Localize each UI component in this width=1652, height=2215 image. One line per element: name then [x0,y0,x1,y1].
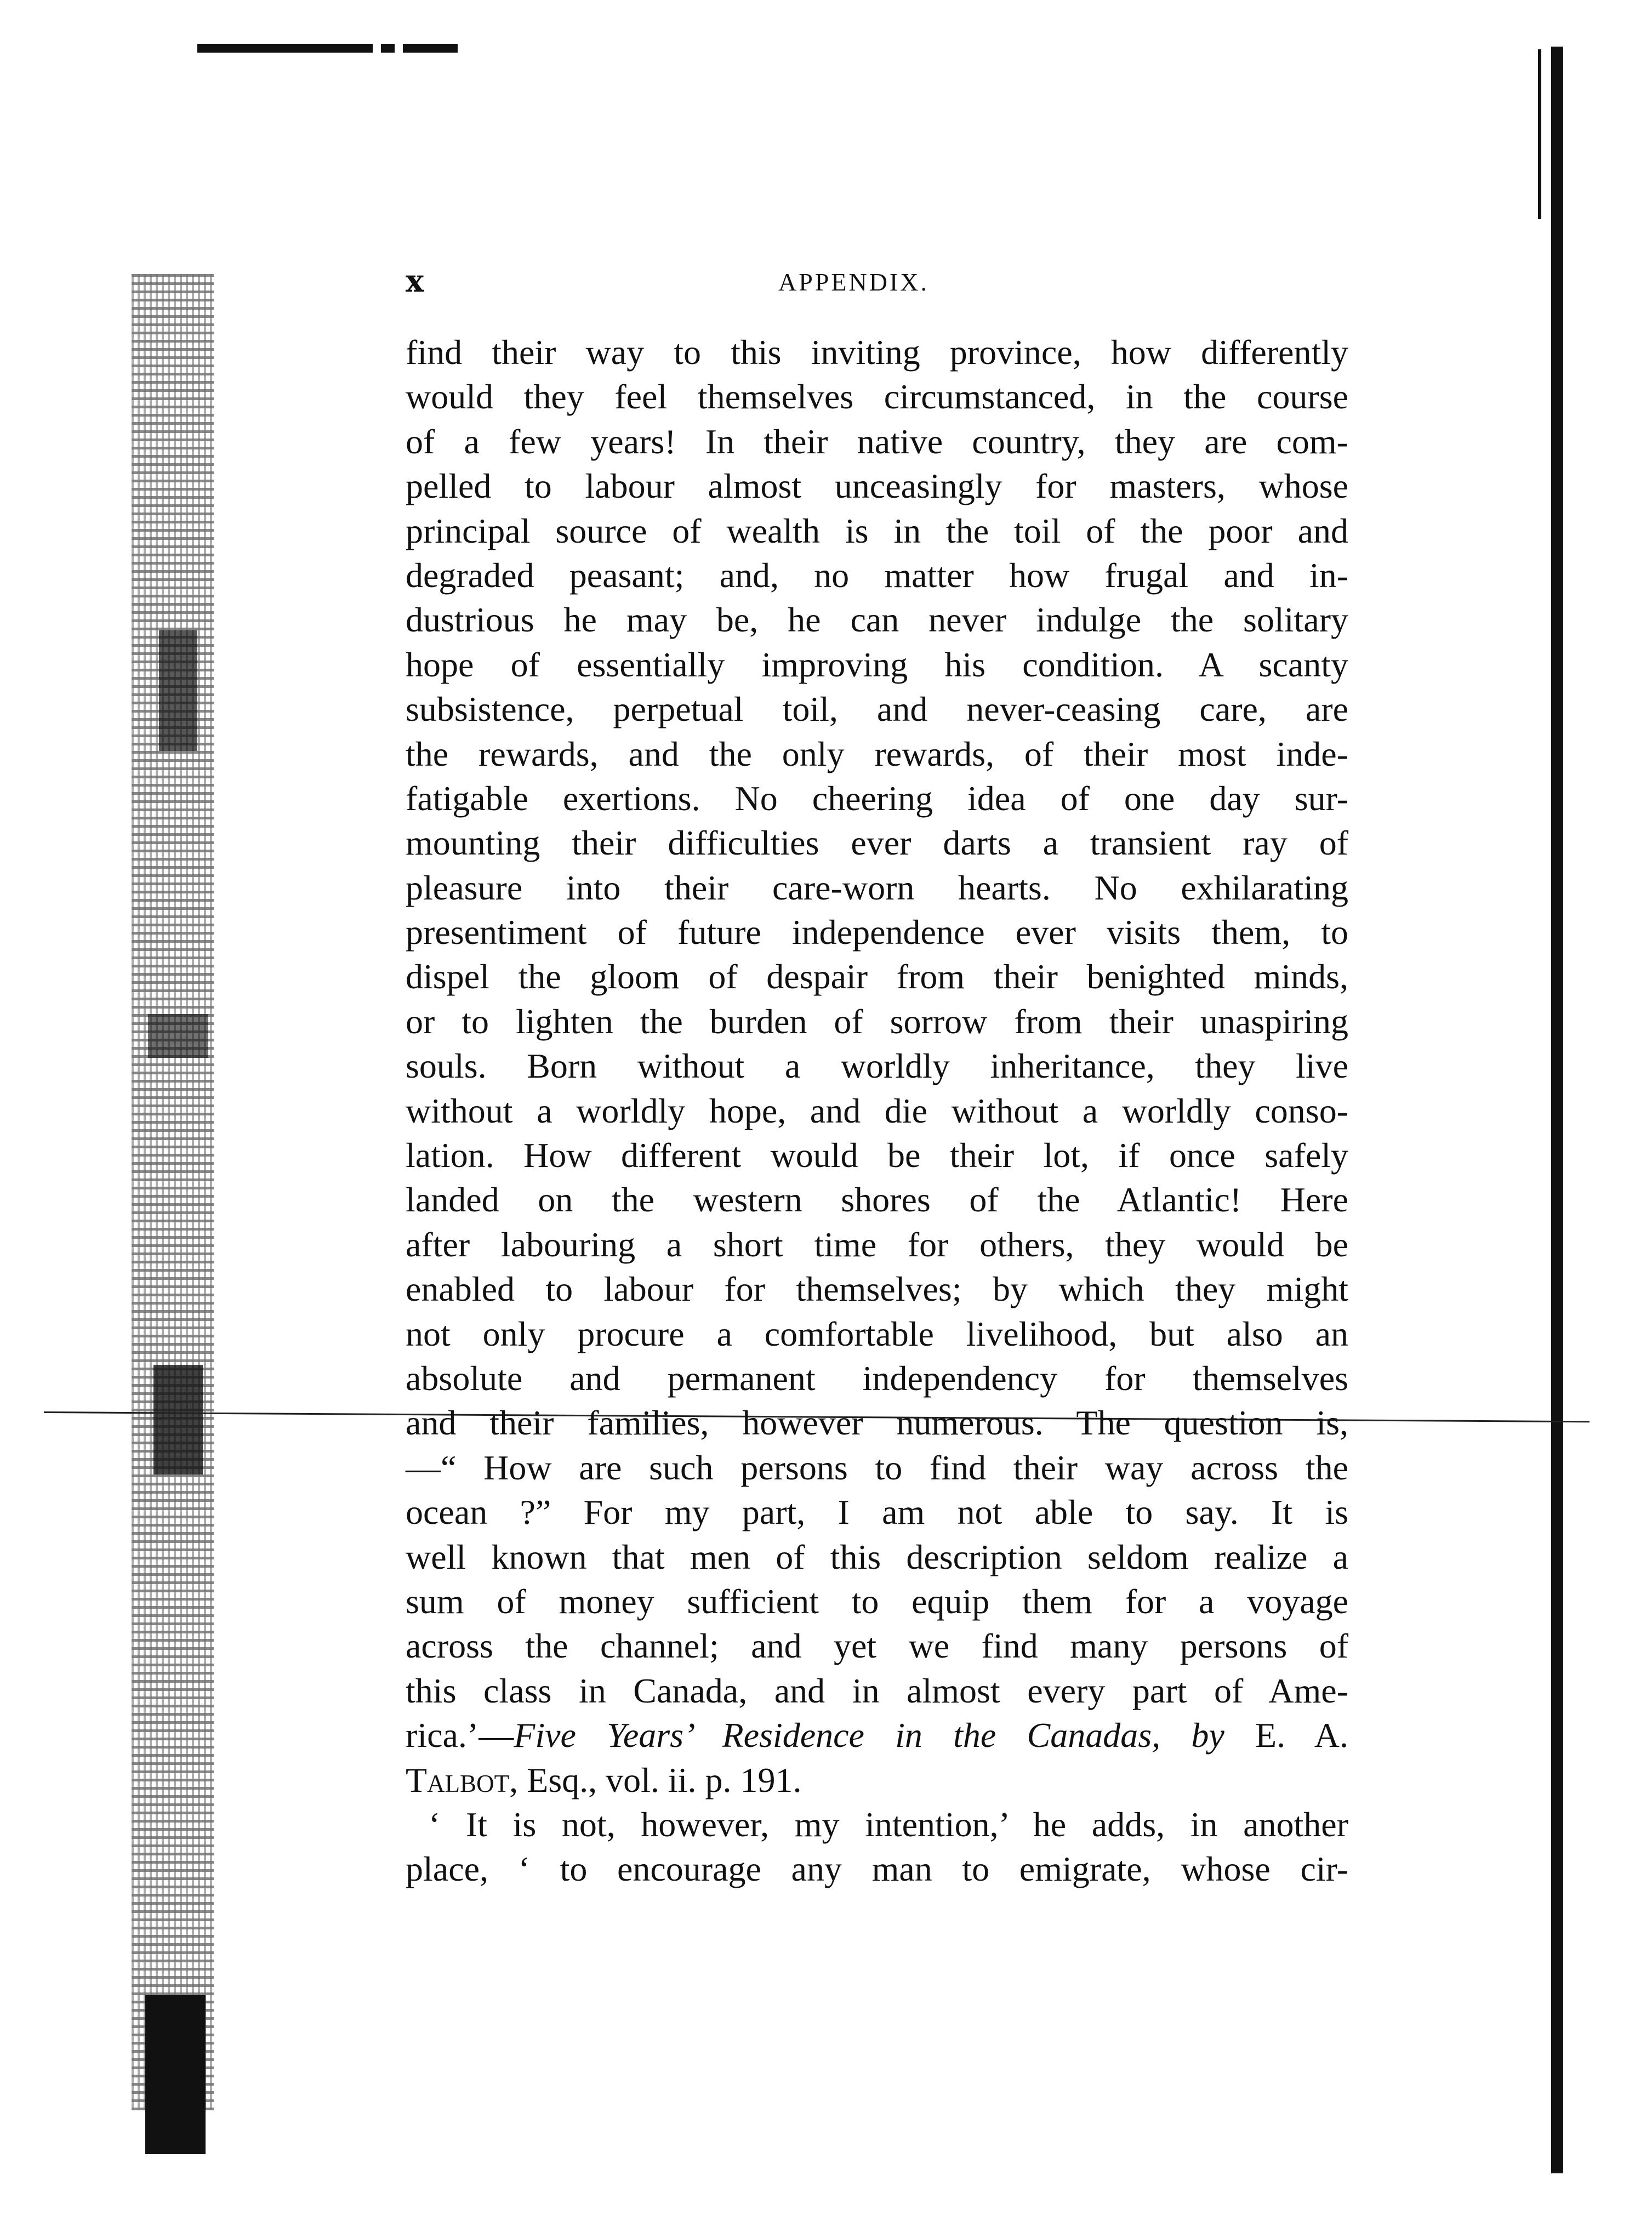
citation-author-surname: Talbot [406,1760,510,1800]
bleed-through-blot [159,630,197,751]
text-line: souls. Born without a worldly inheritance, they live [406,1046,1348,1086]
running-head: APPENDIX. [778,268,929,296]
text-line: hope of essentially improving his condition. A scanty [406,645,1348,684]
citation-reference: , Esq., vol. ii. p. 191. [509,1760,802,1800]
citation-line [406,1713,1348,1757]
text-line: —“ How are such persons to find their way across the [406,1448,1348,1487]
bleed-through-noise [132,274,214,2110]
text-line: without a worldly hope, and die without a worldly conso- [406,1091,1348,1130]
bleed-through-blot [153,1365,203,1474]
text-line: enabled to labour for themselves; by which they might [406,1269,1348,1309]
text-line: ‘ It is not, however, my intention,’ he adds, in another [429,1804,1348,1844]
citation-work-title: Five Years’ Residence in the Canadas, by [514,1716,1224,1755]
page-number: x [406,263,424,299]
text-line: find their way to this inviting province, how differently [406,333,1348,372]
text-line: subsistence, perpetual toil, and never-ceasing care, are [406,690,1348,729]
text-line: dispel the gloom of despair from their benighted minds, [406,957,1348,997]
text-line: pleasure into their care-worn hearts. No exhilarating [406,868,1348,907]
text-line: presentiment of future independence ever visits them, to [406,913,1348,952]
scan-edge-shadow [1551,47,1563,2173]
text-line: after labouring a short time for others, they would be [406,1225,1348,1264]
text-line: the rewards, and the only rewards, of their most inde- [406,734,1348,773]
scan-edge-mark [403,44,458,53]
text-line: mounting their difficulties ever darts a transient ray of [406,823,1348,863]
text-line: sum of money sufficient to equip them for a voyage [406,1581,1348,1621]
bleed-through-blot [148,1014,208,1058]
text-line: degraded peasant; and, no matter how frugal and in- [406,555,1348,595]
text-line: lation. How different would be their lot, if once safely [406,1136,1348,1175]
text-line: dustrious he may be, he can never indulge the solitary [406,600,1348,640]
text-line: absolute and permanent independency for themselves [406,1358,1348,1398]
text-line: would they feel themselves circumstanced, in the course [406,377,1348,417]
text-line: this class in Canada, and in almost every part of Ame- [406,1671,1348,1710]
text-line: and their families, however numerous. The question is, [406,1403,1348,1443]
text-line: landed on the western shores of the Atlantic! Here [406,1180,1348,1220]
text-line: across the channel; and yet we find many persons of [406,1626,1348,1666]
text-line: fatigable exertions. No cheering idea of one day sur- [406,778,1348,818]
scan-edge-mark [381,44,395,53]
text-line: not only procure a comfortable livelihood, but also an [406,1314,1348,1353]
text-line: or to lighten the burden of sorrow from their unaspiring [406,1001,1348,1041]
text-line: ocean ?” For my part, I am not able to say. It is [406,1493,1348,1532]
text-line: well known that men of this description seldom realize a [406,1537,1348,1576]
text-line: pelled to labour almost unceasingly for masters, whose [406,466,1348,506]
text-line: principal source of wealth is in the toil of the poor and [406,511,1348,550]
body-text [406,330,1348,1892]
text-line: of a few years! In their native country, they are com- [406,422,1348,461]
bleed-through-blot [145,1995,206,2154]
text-line: place, ‘ to encourage any man to emigrate, whose cir- [406,1849,1348,1889]
citation-lead: rica.’— [406,1716,514,1755]
citation-line [406,1758,1348,1802]
scan-edge-shadow [1538,49,1541,219]
scan-edge-mark [197,44,373,53]
citation-author-initials: E. A. [1224,1716,1349,1755]
